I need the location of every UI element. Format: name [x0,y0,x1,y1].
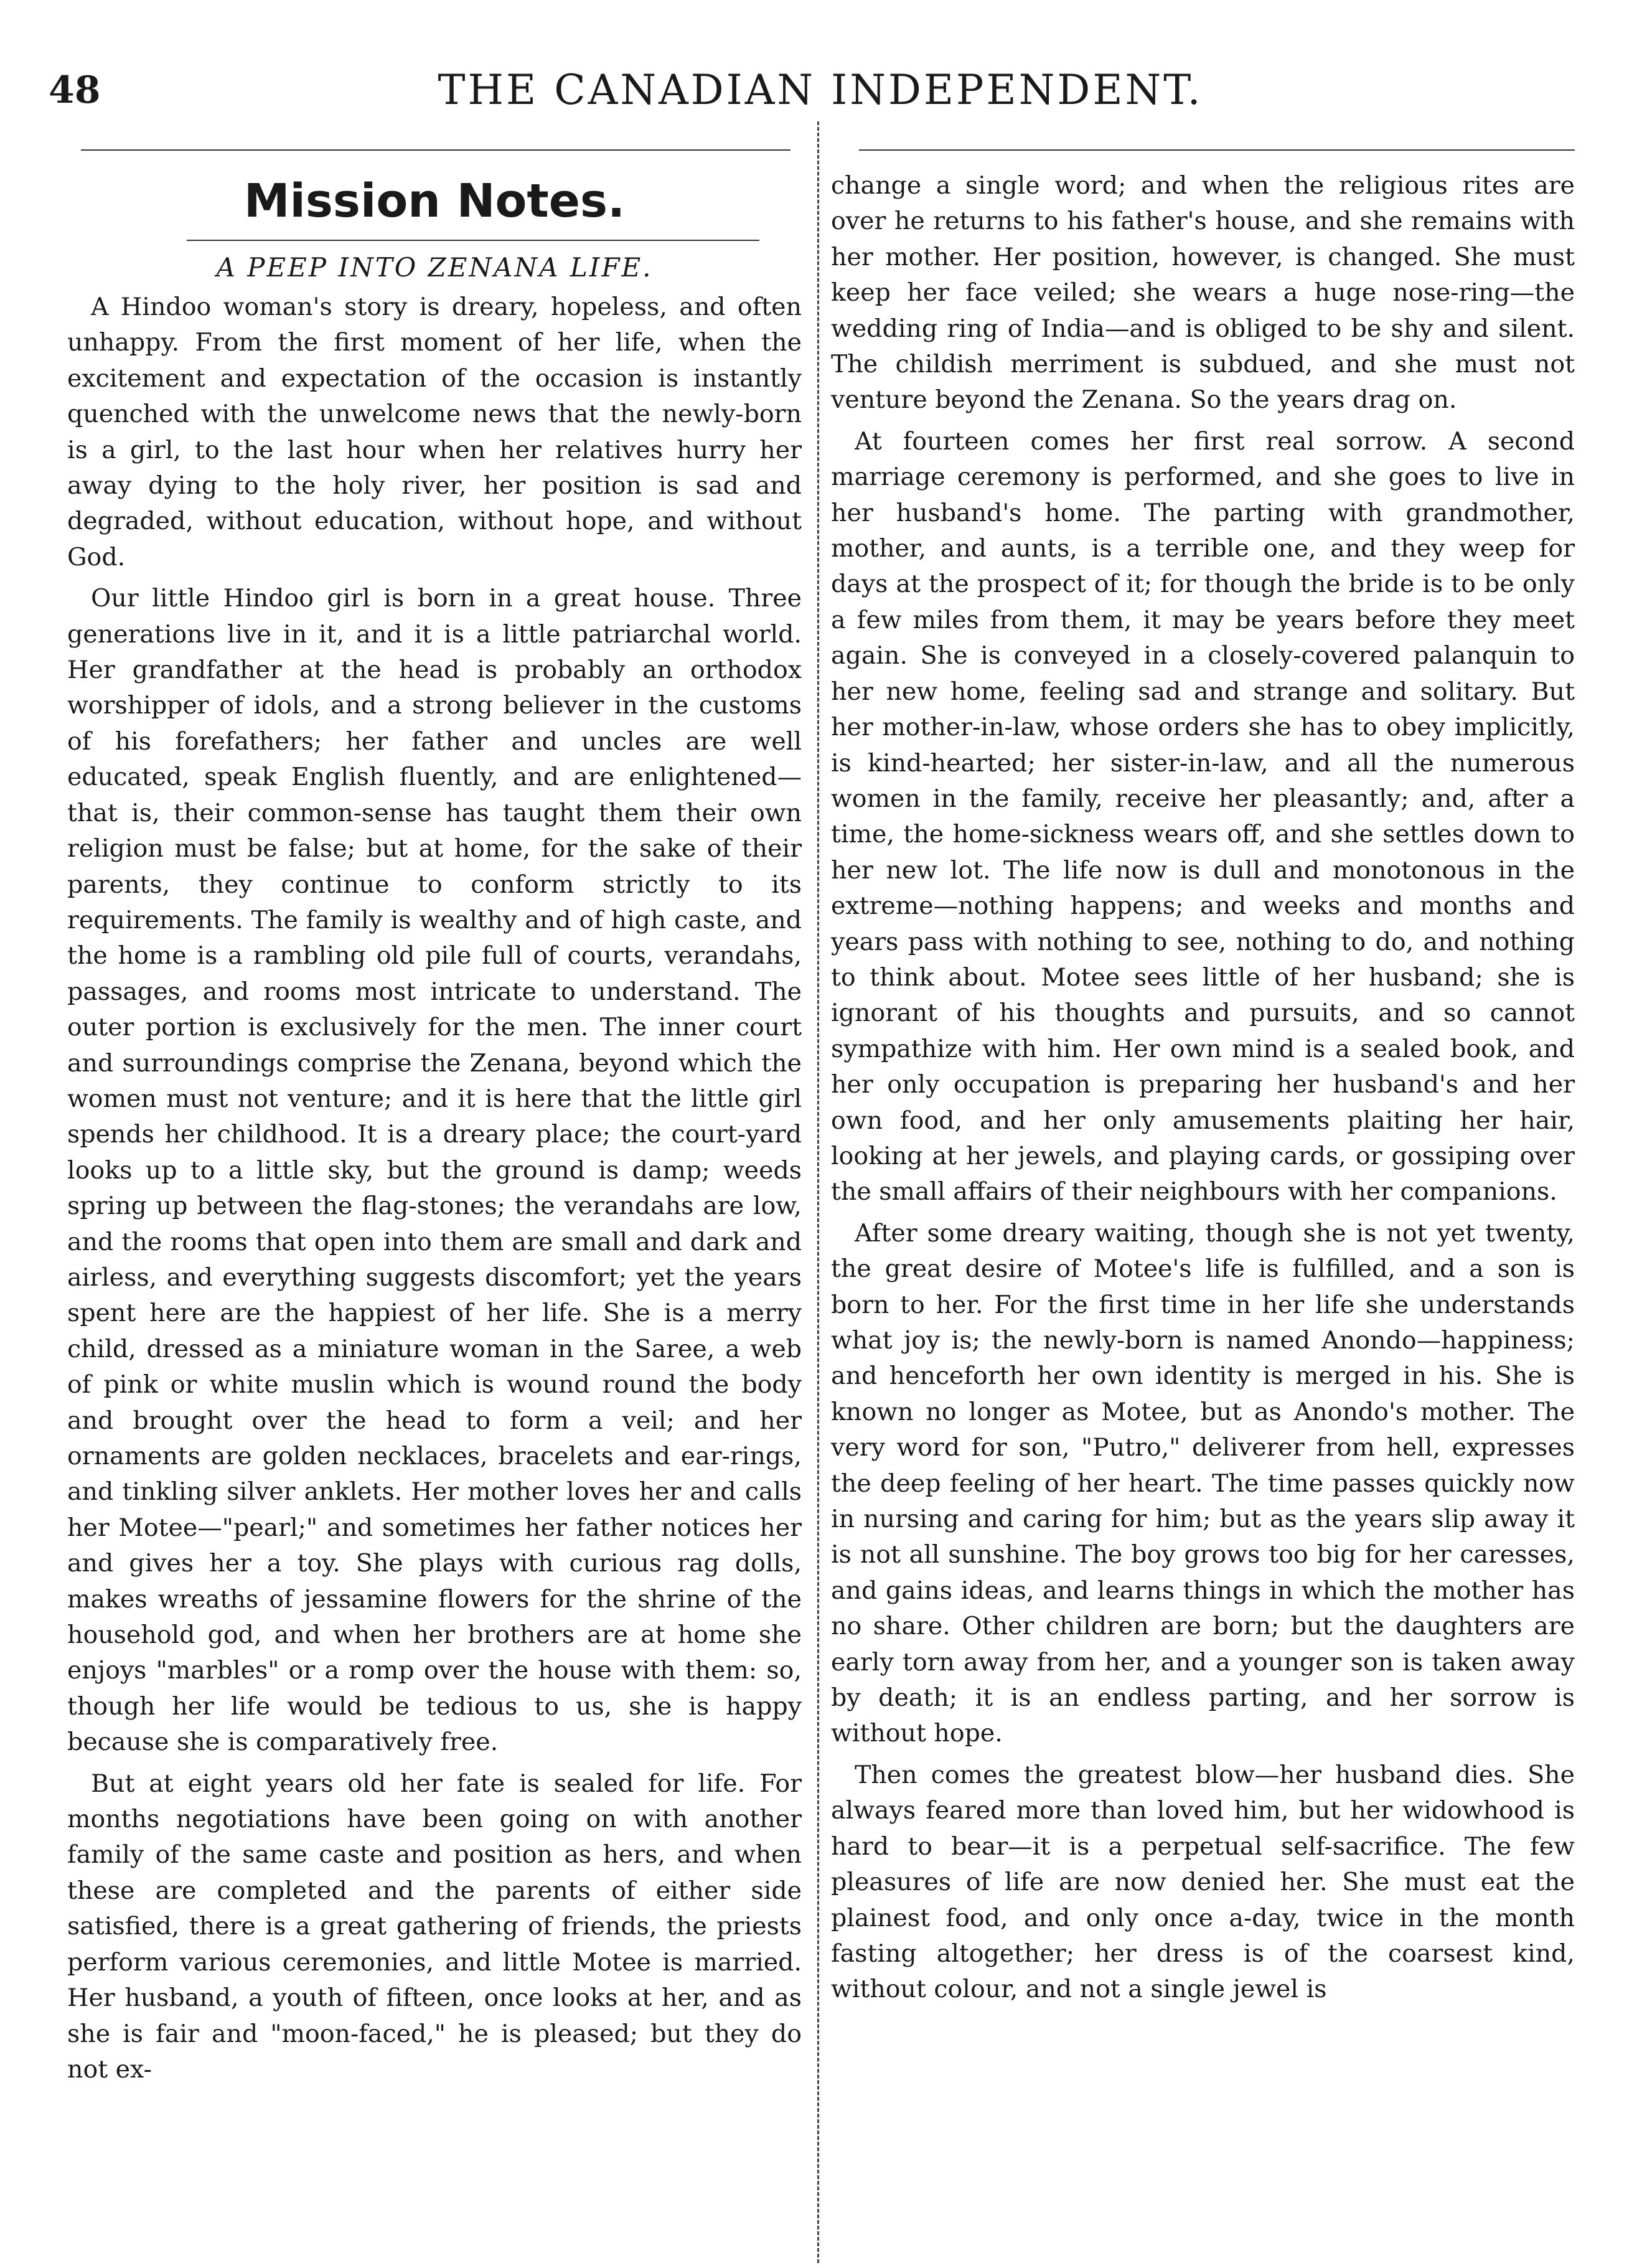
paragraph: At fourteen comes her first real sorrow. A second marriage ceremony is performed, and she goes to live in her husband's home. The parting with grandmother, mother, and aunts, is a terrible one, and they weep for days at the prospect of it; for though the bride is to be only a few miles from them, it may be years before they meet again. She is conveyed in a closely-covered palanquin to her new home, feeling sad and strange and solitary. But her mother-in-law, whose orders she has to obey implicitly, is kind-hearted; her sister-in-law, and all the numerous women in the family, receive her pleasantly; and, after a time, the home-sickness wears off, and she settles down to her new lot. The life now is dull and monotonous in the extreme—nothing happens; and weeks and months and years pass with nothing to see, nothing to do, and nothing to think about. Motee sees little of her husband; she is ignorant of his thoughts and pursuits, and so cannot sympathize with him. Her own mind is a sealed book, and her only occupation is preparing her husband's and her own food, and her only amusements plaiting her hair, looking at her jewels, and playing cards, or gossiping over the small affairs of their neighbours with her companions. [831,426,1575,1207]
page-number: 48 [49,68,101,112]
header-rule-right [859,149,1575,151]
section-title: Mission Notes. [243,174,626,228]
left-column [67,289,802,2093]
paragraph: Then comes the greatest blow—her husband dies. She always feared more than loved him, but her widowhood is hard to bear—it is a perpetual self-sacrifice. The few pleasures of life are now denied her. She must eat the plainest food, and only once a-day, twice in the month fasting altogether; her dress is of the coarsest kind, without colour, and not a single jewel is [831,1760,1575,2004]
paragraph: But at eight years old her fate is sealed for life. For months negotiations have been going on with another family of the same caste and position as hers, and when these are completed and the parents of either side satisfied, there is a great gathering of friends, the priests perform various ceremonies, and little Motee is married. Her husband, a youth of fifteen, once looks at her, and as she is fair and "moon-faced," he is pleased; but they do not ex- [67,1769,802,2084]
right-column [831,168,1575,2013]
paragraph: Our little Hindoo girl is born in a great house. Three generations live in it, and it is a little patriarchal world. Her grandfather at the head is probably an orthodox worshipper of idols, and a strong believer in the customs of his forefathers; her father and uncles are well educated, speak English fluently, and are enlightened—that is, their common-sense has taught them their own religion must be false; but at home, for the sake of their parents, they continue to conform strictly to its requirements. The family is wealthy and of high caste, and the home is a rambling old pile full of courts, verandahs, passages, and rooms most intricate to understand. The outer portion is exclusively for the men. The inner court and surroundings comprise the Zenana, beyond which the women must not venture; and it is here that the little girl spends her childhood. It is a dreary place; the court-yard looks up to a little sky, but the ground is damp; weeds spring up between the flag-stones; the verandahs are low, and the rooms that open into them are small and dark and airless, and everything suggests discomfort; yet the years spent here are the happiest of her life. She is a merry child, dressed as a miniature woman in the Saree, a web of pink or white muslin which is wound round the body and brought over the head to form a veil; and her ornaments are golden necklaces, bracelets and ear-rings, and tinkling silver anklets. Her mother loves her and calls her Motee—"pearl;" and sometimes her father notices her and gives her a toy. She plays with curious rag dolls, makes wreaths of jessamine flowers for the shrine of the household god, and when her brothers are at home she enjoys "marbles" or a romp over the house with them: so, though her life would be tedious to us, she is happy because she is comparatively free. [67,584,802,1757]
paragraph: change a single word; and when the religious rites are over he returns to his father's house, and she remains with her mother. Her position, however, is changed. She must keep her face veiled; she wears a huge nose-ring—the wedding ring of India—and is obliged to be shy and silent. The childish merriment is subdued, and she must not venture beyond the Zenana. So the years drag on. [831,171,1575,415]
header-rule-left [81,149,791,151]
journal-title: THE CANADIAN INDEPENDENT. [438,66,1203,114]
section-title-rule [187,240,759,241]
paragraph: A Hindoo woman's story is dreary, hopeless, and often unhappy. From the first moment of her life, when the excitement and expectation of the occasion is instantly quenched with the unwelcome news that the newly-born is a girl, to the last hour when her relatives hurry her away dying to the holy river, her position is sad and degraded, without education, without hope, and without God. [67,293,802,572]
article-title: A PEEP INTO ZENANA LIFE. [216,252,653,283]
column-divider [817,121,819,2263]
page-header [49,65,1592,115]
paragraph: After some dreary waiting, though she is not yet twenty, the great desire of Motee's life is fulfilled, and a son is born to her. For the first time in her life she understands what joy is; the newly-born is named Anondo—happiness; and henceforth her own identity is merged in his. She is known no longer as Motee, but as Anondo's mother. The very word for son, "Putro," deliverer from hell, expresses the deep feeling of her heart. The time passes quickly now in nursing and caring for him; but as the years slip away it is not all sunshine. The boy grows too big for her caresses, and gains ideas, and learns things in which the mother has no share. Other children are born; but the daughters are early torn away from her, and a younger son is taken away by death; it is an endless parting, and her sorrow is without hope. [831,1218,1575,1748]
